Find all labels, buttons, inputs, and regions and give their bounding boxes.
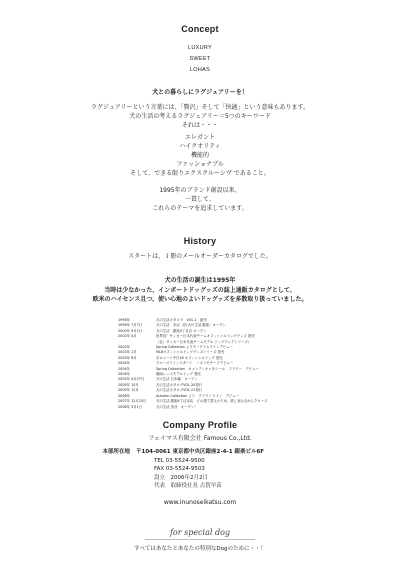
timeline-date: 1996年 — [118, 318, 131, 322]
timeline-text: 犬の生活 銀座4丁目店 オープン — [156, 328, 207, 333]
keyword-luxury: LUXURY — [187, 45, 212, 51]
company-row — [0, 465, 400, 474]
timeline-text: 犬の生活カタログVOL.21発行 — [156, 388, 203, 393]
concept-line: ラグジュアリーという言葉には、「贅沢」そして「快適」という意味もあります。 — [90, 104, 310, 111]
timeline-date: 2005年 4月27日 — [118, 377, 145, 382]
company-row-value: 設立 2006年2月2日 — [154, 474, 208, 481]
timeline-date: 2003年 1月 — [118, 350, 137, 355]
timeline-text: クルーズラインスタート ノカリモチーフデビュー — [156, 361, 234, 366]
timeline-text: 犬の生活 銀座6丁目本店 ビル建て替えのため、惜しまれながらクローズ — [156, 399, 268, 404]
concept-line: ファッショナブル — [176, 161, 224, 168]
concept-line: エレガント — [184, 134, 215, 141]
concept-line: 犬の生活の考えるラグジュアリー＝5つのキーワード — [129, 113, 271, 120]
timeline-text: Autumn Collection より クラウンライン デビュー — [156, 393, 240, 398]
timeline-text: （社）サッカー日本代表チームモデル ドッグウェアシリーズ） — [156, 339, 252, 344]
company-row — [0, 474, 400, 483]
concept-line: そして、できる限りエクスクルーシヴ であること。 — [130, 170, 270, 177]
footer-script-logo: for special dog — [169, 528, 231, 537]
timeline-date: 1999年 7月7日 — [118, 323, 143, 328]
keyword-lohas: LOHAS — [189, 67, 211, 73]
footer-tagline: すべてはあなたとあなたの特別なDogのために・・！ — [134, 546, 266, 552]
timeline-row — [118, 405, 288, 410]
timeline-date: 2002年 — [118, 345, 131, 350]
concept-keywords — [0, 43, 400, 76]
history-birth: 犬の生活の誕生は1995年 — [164, 277, 236, 284]
concept-line: 一貫して、 — [185, 196, 215, 203]
timeline-date: 2008年 3月1日 — [118, 404, 143, 409]
concept-paragraph-3 — [0, 186, 400, 213]
company-row-value: FAX 03-5524-9503 — [154, 466, 205, 472]
timeline-text: 犬の生活 本店（旧:犬の生活 銀座）オープン — [156, 323, 226, 328]
keyword-sweet: SWEET — [189, 56, 211, 62]
history-lead: スタートは、１冊のメールオーダーカタログでした。 — [128, 253, 272, 260]
company-row-value: 〒104-0061 東京都中央区銀座2-4-1 銀楽ビル6F — [136, 449, 265, 455]
concept-line: 機能的 — [190, 152, 209, 159]
company-row-value: 代表 取締役社長 古賀早苗 — [154, 483, 222, 489]
timeline-date: 2004年 — [118, 372, 131, 377]
timeline-date: 2005年 10月 — [118, 382, 139, 387]
timeline-date: 2002年 4月 — [118, 334, 137, 339]
concept-line: ハイクオリティ — [179, 143, 221, 150]
company-name: フェイマス有限会社 Famous Co.,Ltd. — [148, 435, 252, 442]
history-summary-line: 欧米のハイセンス且つ、使い心地のよいドッグッズを多数取り扱っていました。 — [92, 296, 308, 303]
timeline-text: Spring Collection よりモノグラムラインデビュー — [156, 345, 234, 350]
timeline-text: 湘南レッズモデルドッグ 発売 — [156, 372, 201, 377]
concept-paragraph-1 — [0, 103, 400, 130]
timeline-date: 2000年 9月1日 — [118, 328, 143, 333]
timeline-text: 犬の生活カタログVOL.20発行 — [156, 382, 203, 387]
timeline-text: ポロニー☆中日16 オフィシャルドッグ 発売 — [156, 355, 223, 360]
timeline-date: 2004年 — [118, 366, 131, 371]
timeline-text: MLBオフィシャルドッググッズシリーズ 発売 — [156, 350, 225, 355]
timeline-date: 2003年 6月 — [118, 355, 137, 360]
company-row-label — [0, 465, 136, 474]
company-url-link[interactable]: www.inunoseikatsu.com — [163, 499, 237, 506]
concept-heading: Concept — [181, 24, 219, 34]
footer-divider — [145, 539, 255, 540]
concept-line: これらのテーマを追求しています。 — [152, 205, 248, 212]
timeline-date: 2006年 — [118, 393, 131, 398]
timeline-date: 2007年 12月25日 — [118, 399, 147, 404]
concept-line: 1995年のブランド創設以来、 — [159, 187, 241, 194]
timeline-text: 犬の生活 渋谷 オープン！ — [156, 404, 198, 409]
company-heading: Company Profile — [162, 420, 238, 430]
history-summary-line: 当時は少なかった、インポートドッグッズの誌上通販カタログとして、 — [104, 287, 296, 294]
company-row-label: 本部所在地 — [102, 449, 130, 455]
history-summary — [0, 286, 400, 304]
timeline-date: 2004年 — [118, 361, 131, 366]
timeline-text: 犬の生活カタログ VOL.1 創刊 — [156, 318, 207, 322]
company-row-label — [0, 482, 136, 491]
history-timeline — [118, 318, 288, 410]
company-row — [0, 457, 400, 466]
timeline-text: 犬の生活 日本橋 オープン — [156, 377, 198, 382]
timeline-text: 世界初！サッカー日本代表チームオフィシャルドッググッズ 発売 — [156, 334, 255, 339]
company-row-label — [0, 457, 136, 466]
company-row-value: TEL 03-5524-9500 — [154, 457, 205, 464]
company-row-label — [0, 474, 136, 483]
concept-paragraph-2 — [0, 133, 400, 178]
company-info — [0, 448, 400, 491]
history-heading: History — [183, 236, 217, 246]
concept-lead: 犬との暮らしにラグジュアリーを！ — [152, 89, 248, 96]
timeline-date: 2005年 12月 — [118, 388, 139, 393]
timeline-text: Spring Collection キャンディキャモシール フラワー デビュー — [156, 366, 260, 371]
concept-line: それは・・・ — [181, 122, 218, 129]
company-row — [0, 448, 400, 457]
company-row — [0, 482, 400, 491]
